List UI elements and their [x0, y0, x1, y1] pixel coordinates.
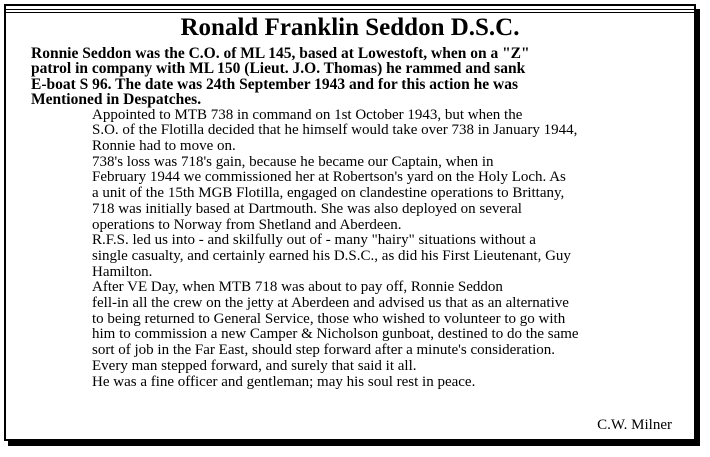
paragraph-line: After VE Day, when MTB 718 was about to pay off, Ronnie Seddon [92, 279, 503, 296]
paragraph-line: a unit of the 15th MGB Flotilla, engaged on clandestine operations to Brittany, [92, 185, 565, 202]
paragraph-ve-day [31, 280, 681, 374]
paragraph-appointment [31, 108, 681, 155]
top-rule [6, 9, 694, 10]
paragraph-line: single casualty, and certainly earned his D.S.C., as did his First Lieutenant, Guy [92, 247, 571, 264]
top-rule-inner [6, 12, 694, 13]
paragraph-captaincy [31, 155, 681, 234]
paragraph-line: operations to Norway from Shetland and Aberdeen. [92, 216, 402, 233]
paragraph-line: R.F.S. led us into - and skilfully out of - many "hairy" situations without a [92, 232, 536, 249]
paragraph-line: He was a fine officer and gentleman; may his soul rest in peace. [92, 373, 476, 390]
article-body [31, 46, 681, 390]
paragraph-line: February 1944 we commissioned her at Robertson's yard on the Holy Loch. As [92, 169, 566, 186]
paragraph-line: Ronnie had to move on. [92, 138, 236, 155]
paragraph-line: sort of job in the Far East, should step forward after a minute's consideration. [92, 342, 556, 359]
author-signature: C.W. Milner [597, 417, 672, 433]
paragraph-tribute [31, 375, 681, 391]
paragraph-line: S.O. of the Flotilla decided that he himself would take over 738 in January 1944, [92, 122, 578, 139]
intro-line: E-boat S 96. The date was 24th September 1943 and for this action he was [31, 75, 518, 93]
paragraph-line: fell-in all the crew on the jetty at Aberdeen and advised us that as an alternative [92, 295, 569, 312]
article-frame [4, 4, 696, 441]
article-title: Ronald Franklin Seddon D.S.C. [180, 14, 520, 41]
intro-line: patrol in company with ML 150 (Lieut. J.O. Thomas) he rammed and sank [31, 60, 526, 78]
paragraph-line: to being returned to General Service, those who wished to volunteer to go with [92, 310, 566, 327]
paragraph-line: him to commission a new Camper & Nicholson gunboat, destined to do the same [92, 326, 579, 343]
intro-line: Ronnie Seddon was the C.O. of ML 145, based at Lowestoft, when on a "Z" [31, 45, 530, 62]
intro-line: Mentioned in Despatches. [31, 91, 202, 109]
paragraph-line: Hamilton. [92, 263, 153, 280]
paragraph-line: 738's loss was 718's gain, because he became our Captain, when in [92, 153, 494, 170]
intro-paragraph [31, 46, 681, 108]
paragraph-line: Every man stepped forward, and surely that said it all. [92, 357, 417, 374]
paragraph-dsc [31, 233, 681, 280]
paragraph-line: Appointed to MTB 738 in command on 1st October 1943, but when the [92, 106, 523, 123]
paragraph-line: 718 was initially based at Dartmouth. She was also deployed on several [92, 200, 522, 217]
